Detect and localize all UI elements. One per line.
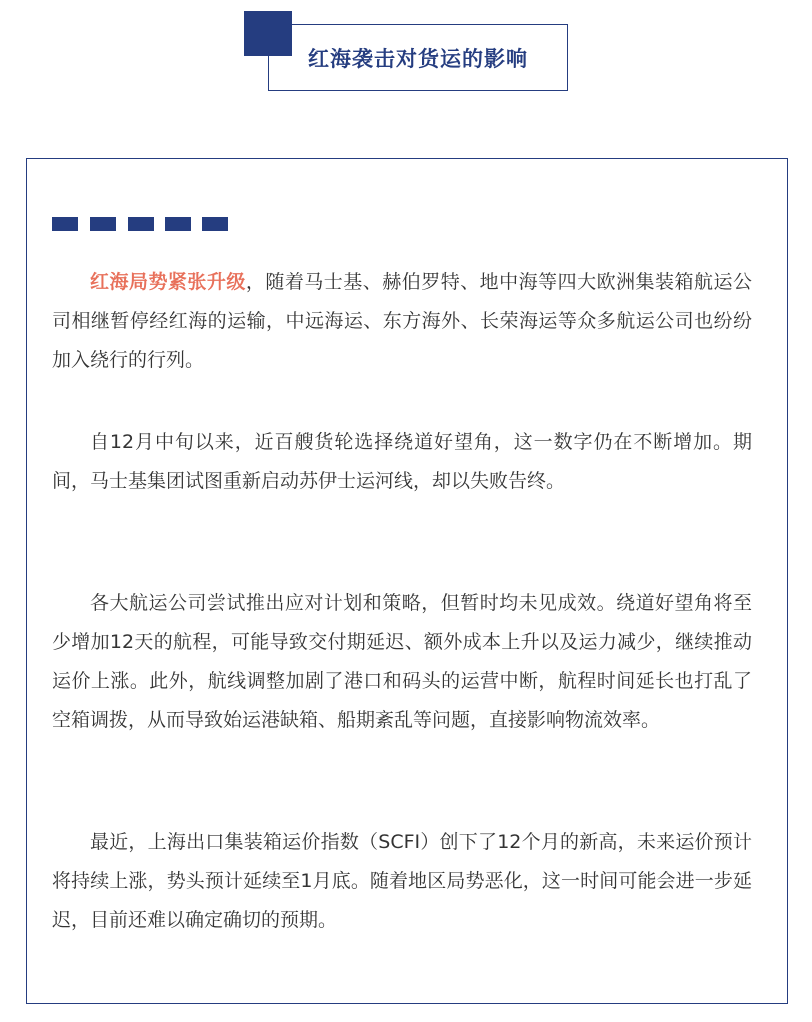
dash-divider-2 bbox=[90, 217, 116, 231]
dash-divider-4 bbox=[165, 217, 191, 231]
paragraph-4: 最近，上海出口集装箱运价指数（SCFI）创下了12个月的新高，未来运价预计将持续上涨，势头预计延续至1月底。随着地区局势恶化，这一时间可能会进一步延迟，目前还难以确定确切的预期。 bbox=[52, 831, 752, 931]
page-title: 红海袭击对货运的影响 bbox=[308, 46, 528, 71]
dash-divider-3 bbox=[128, 217, 154, 231]
dash-divider-5 bbox=[202, 217, 228, 231]
paragraph-1 bbox=[52, 263, 752, 380]
dash-divider-1 bbox=[52, 217, 78, 231]
paragraph-3: 各大航运公司尝试推出应对计划和策略，但暂时均未见成效。绕道好望角将至少增加12天的航程，可能导致交付期延迟、额外成本上升以及运力减少，继续推动运价上涨。此外，航线调整加剧了港口和码头的运营中断，航程时间延长也打乱了空箱调拨，从而导致始运港缺箱、船期紊乱等问题，直接影响物流效率。 bbox=[52, 592, 752, 731]
paragraph-1-text: ，随着马士基、赫伯罗特、地中海等四大欧洲集装箱航运公司相继暂停经红海的运输，中远海运、东方海外、长荣海运等众多航运公司也纷纷加入绕行的行列。 bbox=[52, 271, 752, 371]
paragraph-2: 自12月中旬以来，近百艘货轮选择绕道好望角，这一数字仍在不断增加。期间，马士基集团试图重新启动苏伊士运河线，却以失败告终。 bbox=[52, 431, 752, 492]
highlight-phrase: 红海局势紧张升级 bbox=[90, 271, 246, 293]
